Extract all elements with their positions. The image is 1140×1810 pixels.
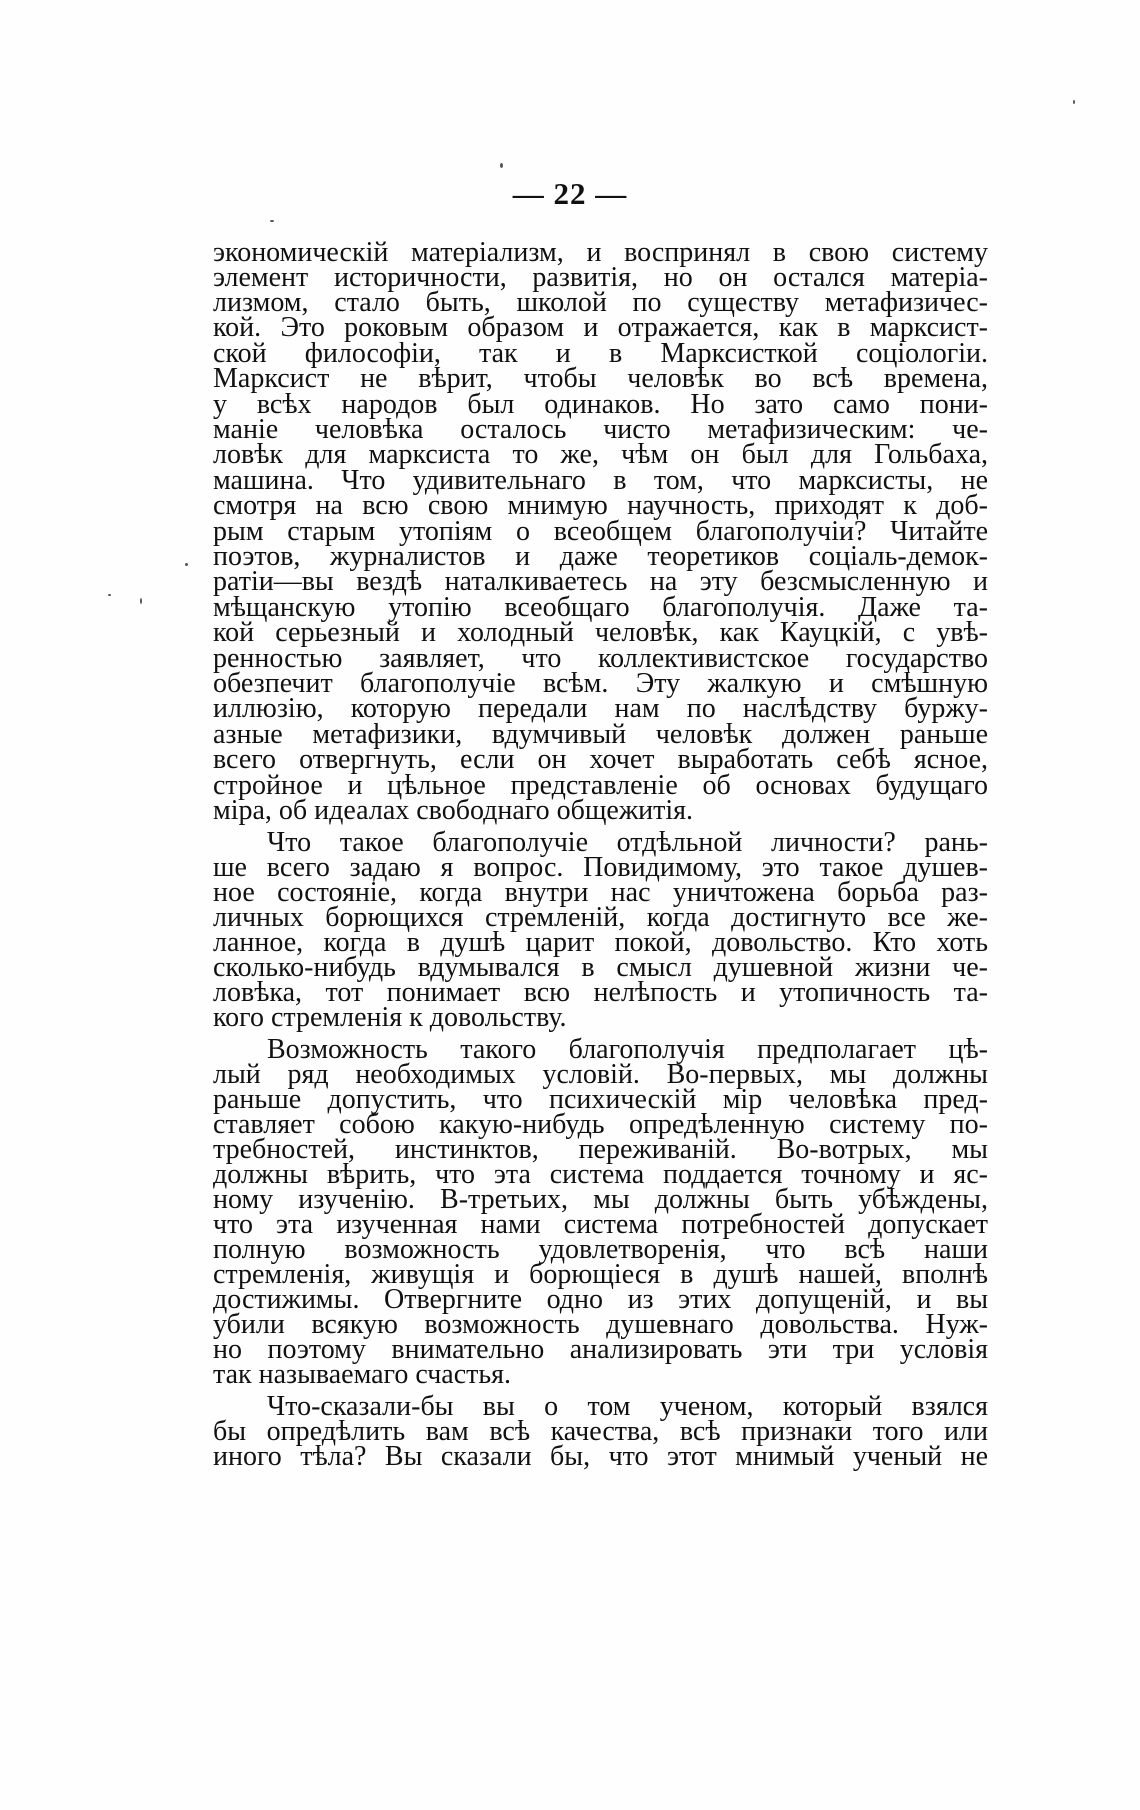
text-line: Марксист не вѣрит, чтобы человѣк во всѣ времена, xyxy=(213,363,988,394)
text-line: ше всего задаю я вопрос. Повидимому, это такое душев- xyxy=(213,852,988,883)
text-line: смотря на всю свою мнимую научность, приходят к доб- xyxy=(213,490,988,521)
text-line: азные метафизики, вдумчивый человѣк должен раньше xyxy=(213,719,988,750)
text-line: ской философіи, так и в Марксисткой соціологіи. xyxy=(213,338,988,369)
text-line: бы опредѣлить вам всѣ качества, всѣ признаки того или xyxy=(213,1416,988,1447)
text-line: убили всякую возможность душевнаго довольства. Нуж- xyxy=(213,1309,988,1340)
text-line: кой серьезный и холодный человѣк, как Кауцкій, с увѣ- xyxy=(213,617,988,648)
text-line: кого стремленія к довольству. xyxy=(213,1002,567,1033)
text-line: требностей, инстинктов, переживаній. Во-вотрых, мы xyxy=(213,1134,988,1165)
text-line: у всѣх народов был одинаков. Но зато само пони- xyxy=(213,389,988,420)
text-line: стройное и цѣльное представленіе об основах будущаго xyxy=(213,770,988,801)
text-line: экономическій матеріализм, и воспринял в свою систему xyxy=(213,237,988,268)
text-line: ловѣка, тот понимает всю нелѣпость и утопичность та- xyxy=(213,977,988,1008)
text-line: но поэтому внимательно анализировать эти три условія xyxy=(213,1334,988,1365)
text-line: міра, об идеалах свободнаго общежитія. xyxy=(213,795,694,826)
text-line: Возможность такого благополучія предполагает цѣ- xyxy=(267,1034,988,1065)
text-line: достижимы. Отвергните одно из этих допущеній, и вы xyxy=(213,1284,988,1315)
text-line: лый ряд необходимых условій. Во-первых, мы должны xyxy=(213,1059,988,1090)
text-line: обезпечит благополучіе всѣм. Эту жалкую и смѣшную xyxy=(213,668,988,699)
text-line: должны вѣрить, что эта система поддается точному и яс- xyxy=(213,1159,988,1190)
text-line: личных борющихся стремленій, когда достигнуто все же- xyxy=(213,902,988,933)
text-line: поэтов, журналистов и даже теоретиков соціаль-демок- xyxy=(213,541,988,572)
scan-speck xyxy=(140,598,142,604)
text-line: элемент историчности, развитія, но он остался матеріа- xyxy=(213,262,988,293)
text-line: лизмом, стало быть, школой по существу метафизичес- xyxy=(213,287,988,318)
text-line: ставляет собою какую-нибудь опредѣленную систему по- xyxy=(213,1109,988,1140)
scan-speck xyxy=(108,594,111,596)
text-line: маніе человѣка осталось чисто метафизическим: че- xyxy=(213,414,988,445)
text-line: иллюзію, которую передали нам по наслѣдству буржу- xyxy=(213,693,988,724)
text-line: что эта изученная нами система потребностей допускает xyxy=(213,1209,988,1240)
text-line: раньше допустить, что психическій мір человѣка пред- xyxy=(213,1084,988,1115)
text-line: рым старым утопіям о всеобщем благополучіи? Читайте xyxy=(213,516,988,547)
text-line: стремленія, живущія и борющіеся в душѣ нашей, вполнѣ xyxy=(213,1259,988,1290)
scan-speck xyxy=(1073,100,1075,104)
text-line: так называемаго счастья. xyxy=(213,1359,512,1390)
scan-speck xyxy=(270,220,274,222)
text-line: мѣщанскую утопію всеобщаго благополучія. Даже та- xyxy=(213,592,988,623)
text-line: Что такое благополучіе отдѣльной личности? рань- xyxy=(267,827,988,858)
text-line: ланное, когда в душѣ царит покой, довольство. Кто хоть xyxy=(213,927,988,958)
text-line: машина. Что удивительнаго в том, что марксисты, не xyxy=(213,465,988,496)
scan-speck xyxy=(500,163,503,168)
text-line: сколько-нибудь вдумывался в смысл душевной жизни че- xyxy=(213,952,988,983)
text-line: ному изученію. В-третьих, мы должны быть убѣждены, xyxy=(213,1184,988,1215)
text-line: полную возможность удовлетворенія, что всѣ наши xyxy=(213,1234,988,1265)
text-line: кой. Это роковым образом и отражается, как в марксист- xyxy=(213,312,988,343)
scan-speck xyxy=(185,563,188,566)
text-line: иного тѣла? Вы сказали бы, что этот мнимый ученый не xyxy=(213,1441,988,1472)
text-line: ное состояніе, когда внутри нас уничтожена борьба раз- xyxy=(213,877,988,908)
text-line: всего отвергнуть, если он хочет выработать себѣ ясное, xyxy=(213,744,988,775)
text-line: ратіи—вы вездѣ наталкиваетесь на эту безсмысленную и xyxy=(213,566,988,597)
text-line: ловѣк для марксиста то же, чѣм он был для Гольбаха, xyxy=(213,439,988,470)
text-line: ренностью заявляет, что коллективистское государство xyxy=(213,643,988,674)
text-line: Что-сказали-бы вы о том ученом, который взялся xyxy=(267,1391,988,1422)
page-number: — 22 — xyxy=(512,176,628,211)
